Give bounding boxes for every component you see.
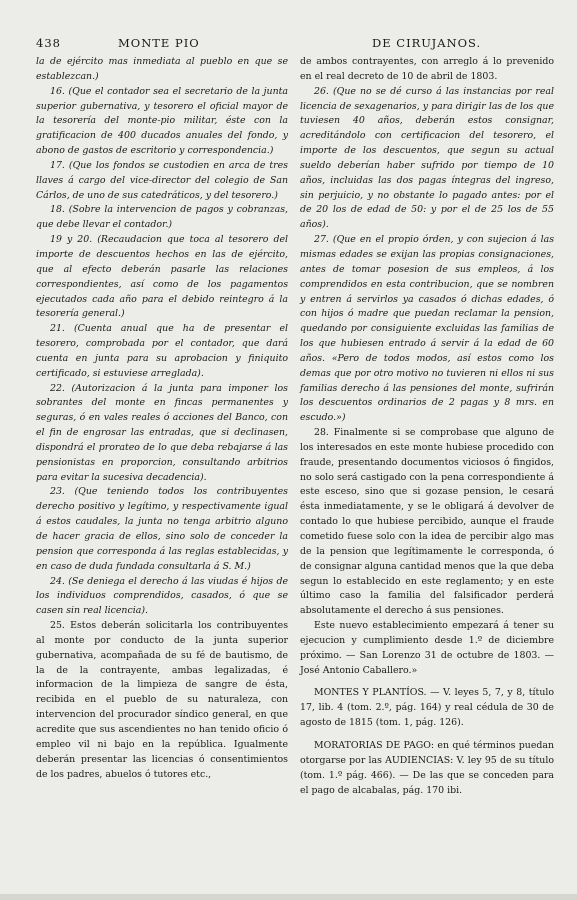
paragraph: 16. (Que el contador sea el secretario de la junta superior gubernativa, y tesorero el oficial mayor de la tesorería del monte-pio militar, éste con la gratificacion de 400 ducados anuales del fondo, y abono de gastos de escritorio y correspondencia.) [36, 85, 288, 157]
paragraph: 21. (Cuenta anual que ha de presentar el tesorero, comprobada por el contador, que dará cuenta en junta para su aprobacion y finiquito certificado, si estuviese arreglada). [36, 323, 288, 379]
paragraph: Este nuevo establecimiento empezará á tener su ejecucion y cumplimiento desde 1.º de diciembre próximo. — San Lorenzo 31 de octubre de 1803. — José Antonio Caballero.» [300, 620, 554, 676]
paragraph-gap [300, 678, 554, 686]
paragraph: la de ejército mas inmediata al pueblo en que se establezcan.) [36, 56, 288, 82]
header-title-right: DE CIRUJANOS. [372, 36, 482, 50]
paragraph: 17. (Que los fondos se custodien en arca de tres llaves á cargo del vice-director del colegio de San Cárlos, de uno de sus catedráticos, y del tesorero.) [36, 159, 288, 201]
paragraph: 25. Estos deberán solicitarla los contribuyentes al monte por conducto de la junta superior gubernativa, acompañada de su fé de bautismo, de la de la contrayente, ambas legalizadas, é informacion de la limpieza de sangre de ésta, recibida en el pueblo de su naturaleza, con intervencion del procurador síndico general, en que acredite que sus ascendientes no han tenido oficio ó empleo vil ni bajo en la república. Igualmente deberán presentar las licencias ó consentimientos de los padres, abuelos ó tutores etc., [36, 620, 288, 780]
header-title-left: MONTE PIO [118, 36, 200, 50]
paragraph-gap [300, 731, 554, 739]
paragraph: 18. (Sobre la intervencion de pagos y cobranzas, que debe llevar el contador.) [36, 204, 288, 231]
paragraph: 26. (Que no se dé curso á las instancias por real licencia de sexagenarios, y para dirigir las de los que tuviesen 40 años, deberán estos consignar, acreditándolo con certificacion del tesorero, el importe de los descuentos, que segun su actual sueldo deberían haber sufrido por tiempo de 10 años, incluidas las dos pagas íntegras del ingreso, sin perjuicio, y no obstante lo pagado antes: por el de 20 los de edad de 50: y por el de 25 los de 55 años). [300, 85, 554, 231]
page-bottom-edge [0, 894, 577, 900]
paragraph: 27. (Que en el propio órden, y con sujecion á las mismas edades se exijan las propias consignaciones, antes de tomar posesion de sus empleos, á los comprendidos en esta contribucion, que se nombren y entren á servirlos ya casados ó dichas edades, ó con hijos ó madre que puedan reclamar la pension, quedando por consiguiente excluidas las familias de los que hubiesen entrado á servir á la edad de 60 años. «Pero de todos modos, así estos como los demas que por otro motivo no tuvieren ni ellos ni sus familias derecho á las pensiones del monte, sufrirán los descuentos ordinarios de 2 pagas y 8 mrs. en escudo.») [300, 234, 554, 424]
paragraph: MONTES Y PLANTÍOS. — V. leyes 5, 7, y 8, título 17, lib. 4 (tom. 2.º, pág. 164) y real cédula de 30 de agosto de 1815 (tom. 1, pág. 126). [300, 687, 554, 729]
right-column [300, 55, 554, 798]
paragraph: 24. (Se deniega el derecho á las viudas é hijos de los individuos comprendidos, casados, ó que se casen sin real licencia). [36, 575, 288, 617]
page-number: 438 [36, 36, 61, 50]
paragraph: MORATORIAS DE PAGO: en qué términos puedan otorgarse por las AUDIENCIAS: V. ley 95 de su título (tom. 1.º pág. 466). — De las que se conceden para el pago de alcabalas, pág. 170 ibi. [300, 739, 554, 796]
page-header [0, 36, 577, 56]
paragraph: 22. (Autorizacion á la junta para imponer los sobrantes del monte en fincas permanentes y seguras, ó en vales reales ó acciones del Banco, con el fin de engrosar las entradas, que si declinasen, dispondrá el prorateo de lo que deba rebajarse á las pensionistas en proporcion, consultando arbitrios para evitar la sucesiva decadencia). [36, 382, 288, 483]
paragraph: de ambos contrayentes, con arreglo á lo prevenido en el real decreto de 10 de abril de 1803. [300, 56, 554, 82]
left-column [36, 55, 288, 782]
paragraph: 19 y 20. (Recaudacion que toca al tesorero del importe de descuentos hechos en las de ejército, que al efecto deberán pasarle las relaciones correspondientes, así como de los pagamentos ejecutados cada año para el debido reintegro á la tesorería general.) [36, 234, 288, 320]
paragraph: 28. Finalmente si se comprobase que alguno de los interesados en este monte hubiese procedido con fraude, presentando documentos viciosos ó fingidos, no solo será castigado con la pena correspondiente á este esceso, sino que si gozase pension, le cesará ésta inmediatamente, y se le obligará á devolver de contado lo que hubiese percibido, aunque el fraude cometido fuese solo con la idea de percibir algo mas de la pension que legítimamente le corresponda, ó de consignar alguna cantidad menos que la que deba segun lo establecido en este reglamento; y en este último caso la familia del falsificador perderá absolutamente el derecho á sus pensiones. [300, 427, 554, 617]
paragraph: 23. (Que teniendo todos los contribuyentes derecho positivo y legítimo, y respectivamente igual á estos caudales, la junta no tenga arbitrio alguno de hacer gracia de ellos, sino solo de conceder la pension que corresponda á las reglas establecidas, y en caso de duda fundada consultarla á S. M.) [36, 486, 288, 572]
